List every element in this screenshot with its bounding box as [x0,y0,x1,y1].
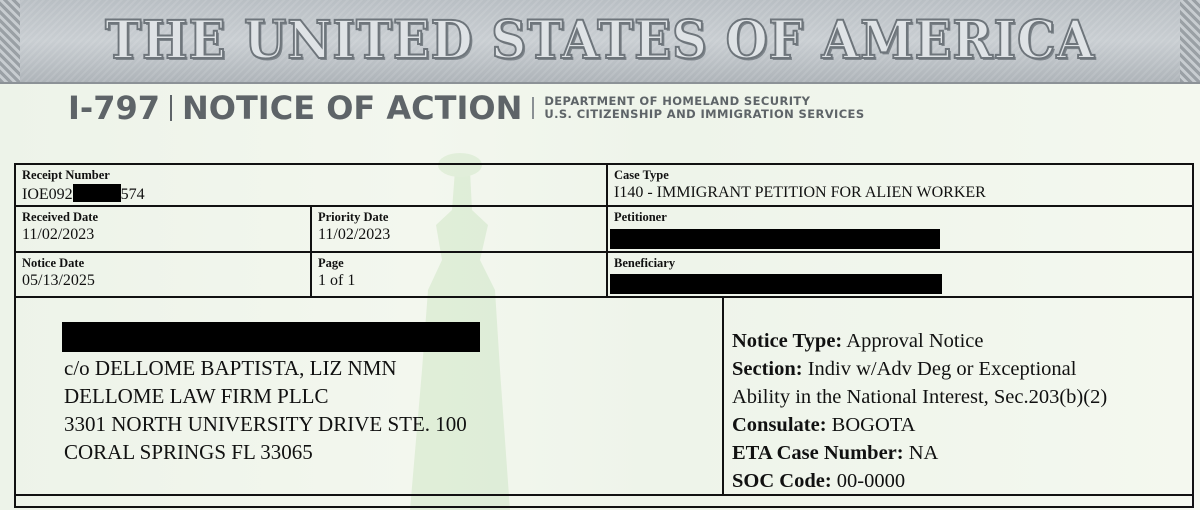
form-header [68,88,865,128]
beneficiary-cell [608,253,1192,298]
received-date-value: 11/02/2023 [22,226,95,243]
case-type-cell [608,165,1192,207]
page-cell [312,253,608,298]
section: Section: Indiv w/Adv Deg or Exceptional [732,358,1077,380]
consulate: Consulate: BOGOTA [732,414,916,436]
receipt-number-label: Receipt Number [22,168,110,182]
case-type-value: I140 - IMMIGRANT PETITION FOR ALIEN WORKER [614,184,986,201]
form-title: NOTICE OF ACTION [181,89,523,127]
mailing-address [18,298,724,494]
bottom-rule [16,494,1192,496]
header-divider [532,97,534,119]
soc-code: SOC Code: 00-0000 [732,470,906,492]
address-line: 3301 NORTH UNIVERSITY DRIVE STE. 100 [64,412,467,436]
notice-type: Notice Type: Approval Notice [732,330,984,352]
banner-border-right [1180,0,1200,82]
page-label: Page [318,256,344,270]
eta-case-number: ETA Case Number: NA [732,442,939,464]
banner-title: THE UNITED STATES OF AMERICA [105,9,1095,71]
notice-details [732,298,1192,494]
redaction [73,184,121,202]
beneficiary-label: Beneficiary [614,256,676,270]
petitioner-redaction [610,229,940,249]
notice-date-label: Notice Date [22,256,85,270]
priority-date-value: 11/02/2023 [318,226,391,243]
case-type-label: Case Type [614,168,669,182]
beneficiary-redaction [610,274,942,294]
received-date-label: Received Date [22,210,99,224]
header-divider [170,95,172,121]
priority-date-label: Priority Date [318,210,389,224]
notice-date-value: 05/13/2025 [22,272,95,289]
section-continued: Ability in the National Interest, Sec.203(b)(2) [732,386,1108,408]
page-value: 1 of 1 [318,272,356,289]
addressee-redaction [62,322,480,352]
receipt-number-value: IOE092 574 [22,186,145,203]
form-id: I-797 [68,89,160,127]
address-line: c/o DELLOME BAPTISTA, LIZ NMN [64,356,397,380]
receipt-number-cell [16,165,608,207]
banner [0,0,1200,84]
department-name: DEPARTMENT OF HOMELAND SECURITY U.S. CITIZENSHIP AND IMMIGRATION SERVICES [544,94,865,121]
petitioner-cell [608,207,1192,253]
banner-border-left [0,0,20,82]
petitioner-label: Petitioner [614,210,667,224]
priority-date-cell [312,207,608,253]
notice-date-cell [16,253,312,298]
notice-form [14,163,1194,508]
address-line: DELLOME LAW FIRM PLLC [64,384,329,408]
address-line: CORAL SPRINGS FL 33065 [64,440,313,464]
received-date-cell [16,207,312,253]
